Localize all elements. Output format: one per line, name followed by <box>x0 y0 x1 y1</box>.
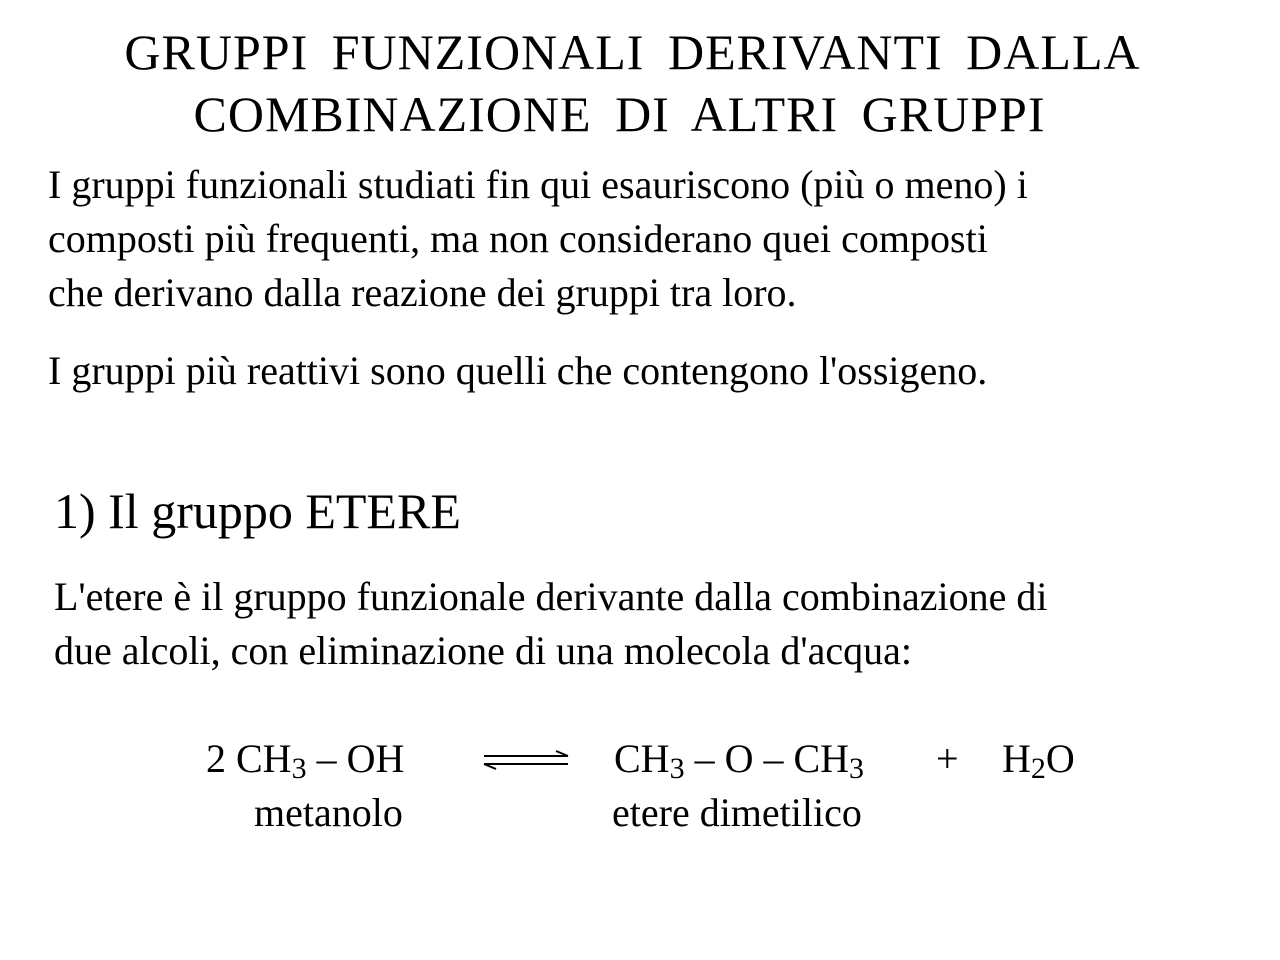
intro-line-2: composti più frequenti, ma non considerano quei composti <box>48 216 988 261</box>
reactant-formula-start: 2 CH <box>206 736 292 781</box>
water-o: O <box>1045 736 1075 781</box>
reaction-plus-sign: + <box>936 736 959 781</box>
intro-paragraph <box>48 158 1028 320</box>
product-label: etere dimetilico <box>612 790 862 835</box>
section-heading: 1) Il gruppo ETERE <box>54 483 461 539</box>
section-paragraph <box>54 570 1047 678</box>
note-paragraph: I gruppi più reattivi sono quelli che contengono l'ossigeno. <box>48 348 988 393</box>
intro-line-3: che derivano dalla reazione dei gruppi tra loro. <box>48 270 797 315</box>
reactant-subscript: 3 <box>291 752 307 785</box>
reactant-formula-end: – OH <box>306 736 405 781</box>
section-line-1: L'etere è il gruppo funzionale derivante dalla combinazione di <box>54 574 1048 619</box>
intro-line-1: I gruppi funzionali studiati fin qui esauriscono (più o meno) i <box>48 162 1028 207</box>
reactant-label: metanolo <box>254 790 403 835</box>
page-title-line-2: COMBINAZIONE DI ALTRI GRUPPI <box>193 86 1046 142</box>
reaction-product <box>614 736 865 785</box>
water-subscript: 2 <box>1030 752 1046 785</box>
reaction-water <box>1002 736 1075 785</box>
reaction-reactant <box>206 736 405 785</box>
equilibrium-arrows-icon <box>480 750 572 770</box>
product-subscript-b: 3 <box>849 752 865 785</box>
page-title-line-1: GRUPPI FUNZIONALI DERIVANTI DALLA <box>124 24 1141 80</box>
product-formula-start: CH <box>614 736 670 781</box>
water-h: H <box>1002 736 1031 781</box>
section-line-2: due alcoli, con eliminazione di una molecola d'acqua: <box>54 628 912 673</box>
product-formula-mid: – O – CH <box>684 736 850 781</box>
product-subscript-a: 3 <box>669 752 685 785</box>
